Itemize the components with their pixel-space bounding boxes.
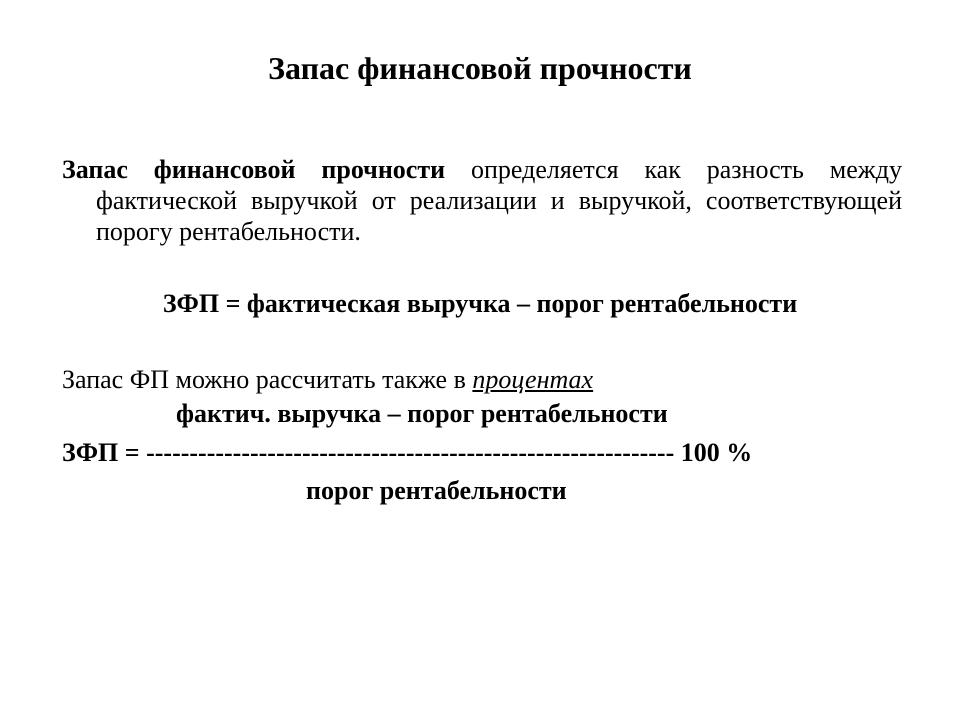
fraction-bar-dashes: ------------------------------------------------------------- xyxy=(146,438,675,467)
percent-intro xyxy=(62,364,593,396)
percent-intro-emphasis: процентах xyxy=(472,365,594,394)
definition-term: Запас финансовой прочности xyxy=(62,155,446,184)
definition-paragraph xyxy=(62,154,902,247)
fraction-rhs: 100 % xyxy=(674,438,753,467)
formula-main: ЗФП = фактическая выручка – порог рентабельности xyxy=(162,289,798,318)
fraction-numerator: фактич. выручка – порог рентабельности xyxy=(176,399,668,428)
definition-text: определяется как разность между фактической выручкой от реализации и выручкой, соответствующей порогу рентабельности. xyxy=(96,155,902,246)
slide-title: Запас финансовой прочности xyxy=(268,50,692,86)
fraction-denominator: порог рентабельности xyxy=(306,476,567,505)
percent-intro-text: Запас ФП можно рассчитать также в xyxy=(62,365,473,394)
fraction-lhs: ЗФП = xyxy=(62,438,147,467)
fraction-line xyxy=(62,436,752,470)
